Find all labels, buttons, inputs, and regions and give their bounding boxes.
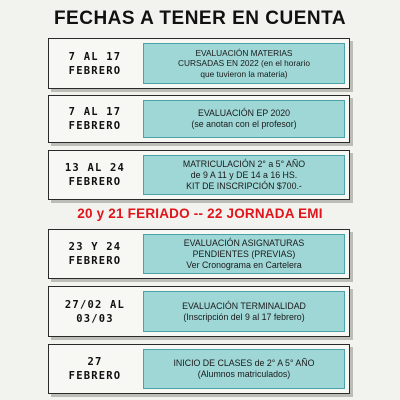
card-desc-line: (Alumnos matriculados) (197, 369, 291, 379)
card-date-line2: FEBRERO (68, 370, 122, 382)
card-desc-line: de 9 A 11 y DE 14 a 16 HS. (190, 169, 298, 180)
schedule-card (48, 95, 350, 143)
card-date-line1: 23 Y 24 (68, 241, 122, 253)
card-desc-line: PENDIENTES (PREVIAS) (192, 248, 296, 259)
card-date-line1: 27 (87, 356, 103, 368)
card-desc-line: EVALUACIÓN TERMINALIDAD (182, 300, 306, 311)
card-desc-line: INICIO DE CLASES de 2° A 5° AÑO (173, 358, 315, 368)
card-date-line2: 03/03 (76, 312, 114, 325)
card-desc-line: EVALUACIÓN MATERIAS (195, 47, 293, 58)
card-date-line1: 13 AL 24 (64, 162, 126, 174)
card-description (143, 349, 345, 389)
card-desc-line: KIT DE INSCRIPCIÓN $700.- (186, 180, 302, 191)
card-description (143, 291, 345, 332)
schedule-card (48, 38, 350, 89)
card-date (49, 345, 141, 393)
card-date-line2: FEBRERO (68, 255, 122, 267)
card-description (143, 234, 345, 274)
card-description (143, 155, 345, 195)
card-description (143, 100, 345, 138)
card-date-line1: 27/02 AL (64, 298, 126, 311)
card-desc-line: que tuvieron la materia) (200, 68, 288, 79)
card-desc-line: Ver Cronograma en Cartelera (186, 259, 302, 270)
card-desc-line: EVALUACIÓN ASIGNATURAS (183, 237, 305, 248)
schedule-card (48, 286, 350, 337)
card-desc-line: (se anotan con el profesor) (191, 119, 297, 129)
card-description (143, 43, 345, 84)
card-date (49, 230, 141, 278)
card-date (49, 151, 141, 199)
card-date-line2: FEBRERO (68, 176, 122, 188)
card-desc-line: (Inscripción del 9 al 17 febrero) (183, 311, 305, 322)
schedule-card (48, 150, 350, 200)
schedule-card (48, 344, 350, 394)
card-date-line1: 7 AL 17 (68, 50, 122, 63)
card-date-line2: FEBRERO (68, 64, 122, 77)
card-date (49, 39, 141, 88)
card-date (49, 287, 141, 336)
card-date-line1: 7 AL 17 (68, 106, 122, 118)
card-desc-line: EVALUACIÓN EP 2020 (197, 108, 291, 118)
holiday-banner: 20 y 21 FERIADO -- 22 JORNADA EMI (77, 206, 323, 221)
card-date (49, 96, 141, 142)
card-desc-line: MATRICULACIÓN 2° a 5° AÑO (182, 158, 306, 169)
card-date-line2: FEBRERO (68, 120, 122, 132)
card-desc-line: CURSADAS EN 2022 (en el horario (178, 58, 310, 69)
page-title: FECHAS A TENER EN CUENTA (53, 8, 347, 29)
schedule-card (48, 229, 350, 279)
